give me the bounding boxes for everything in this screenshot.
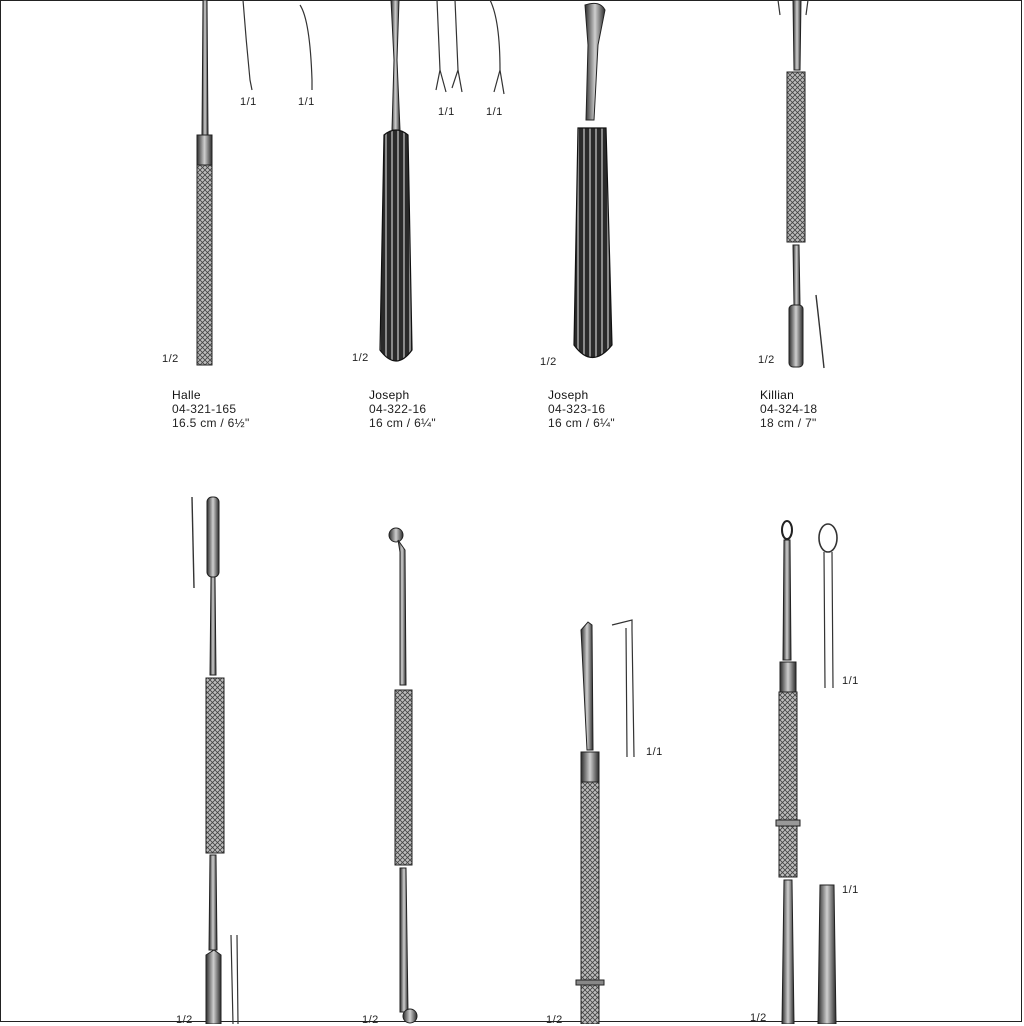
product-size: 16.5 cm / 6½" xyxy=(172,416,250,430)
product-size: 18 cm / 7" xyxy=(760,416,817,430)
instrument-killian xyxy=(778,0,824,368)
instrument-bottom-4 xyxy=(776,521,837,1024)
scale-label: 1/2 xyxy=(176,1014,193,1026)
product-name: Killian xyxy=(760,388,795,402)
detail-scale-label: 1/1 xyxy=(298,96,315,108)
detail-scale-label: 1/1 xyxy=(486,106,503,118)
product-code: 04-322-16 xyxy=(369,402,427,416)
product-code: 04-321-165 xyxy=(172,402,237,416)
product-size: 16 cm / 6¼" xyxy=(369,416,436,430)
instrument-bottom-3 xyxy=(576,620,634,1024)
product-name: Halle xyxy=(172,388,201,402)
product-code: 04-323-16 xyxy=(548,402,606,416)
scale-label: 1/2 xyxy=(758,354,775,366)
detail-scale-label: 1/1 xyxy=(240,96,257,108)
instrument-joseph-323 xyxy=(574,3,612,357)
product-caption-halle xyxy=(172,388,250,430)
scale-label: 1/2 xyxy=(352,352,369,364)
detail-scale-label: 1/1 xyxy=(646,746,663,758)
product-size: 16 cm / 6¼" xyxy=(548,416,615,430)
product-code: 04-324-18 xyxy=(760,402,818,416)
product-caption-joseph-322 xyxy=(369,388,436,430)
scale-label: 1/2 xyxy=(750,1012,767,1024)
scale-label: 1/2 xyxy=(546,1014,563,1026)
instrument-bottom-2 xyxy=(389,528,417,1023)
detail-scale-label: 1/1 xyxy=(842,884,859,896)
scale-label: 1/2 xyxy=(362,1014,379,1026)
detail-scale-label: 1/1 xyxy=(438,106,455,118)
detail-scale-label: 1/1 xyxy=(842,675,859,687)
product-caption-joseph-323 xyxy=(548,388,615,430)
instrument-joseph-322 xyxy=(380,0,504,361)
instrument-bottom-1 xyxy=(192,497,238,1024)
scale-label: 1/2 xyxy=(540,356,557,368)
product-name: Joseph xyxy=(548,388,589,402)
product-caption-killian xyxy=(760,388,817,430)
instrument-halle xyxy=(197,0,312,365)
product-name: Joseph xyxy=(369,388,410,402)
scale-label: 1/2 xyxy=(162,353,179,365)
